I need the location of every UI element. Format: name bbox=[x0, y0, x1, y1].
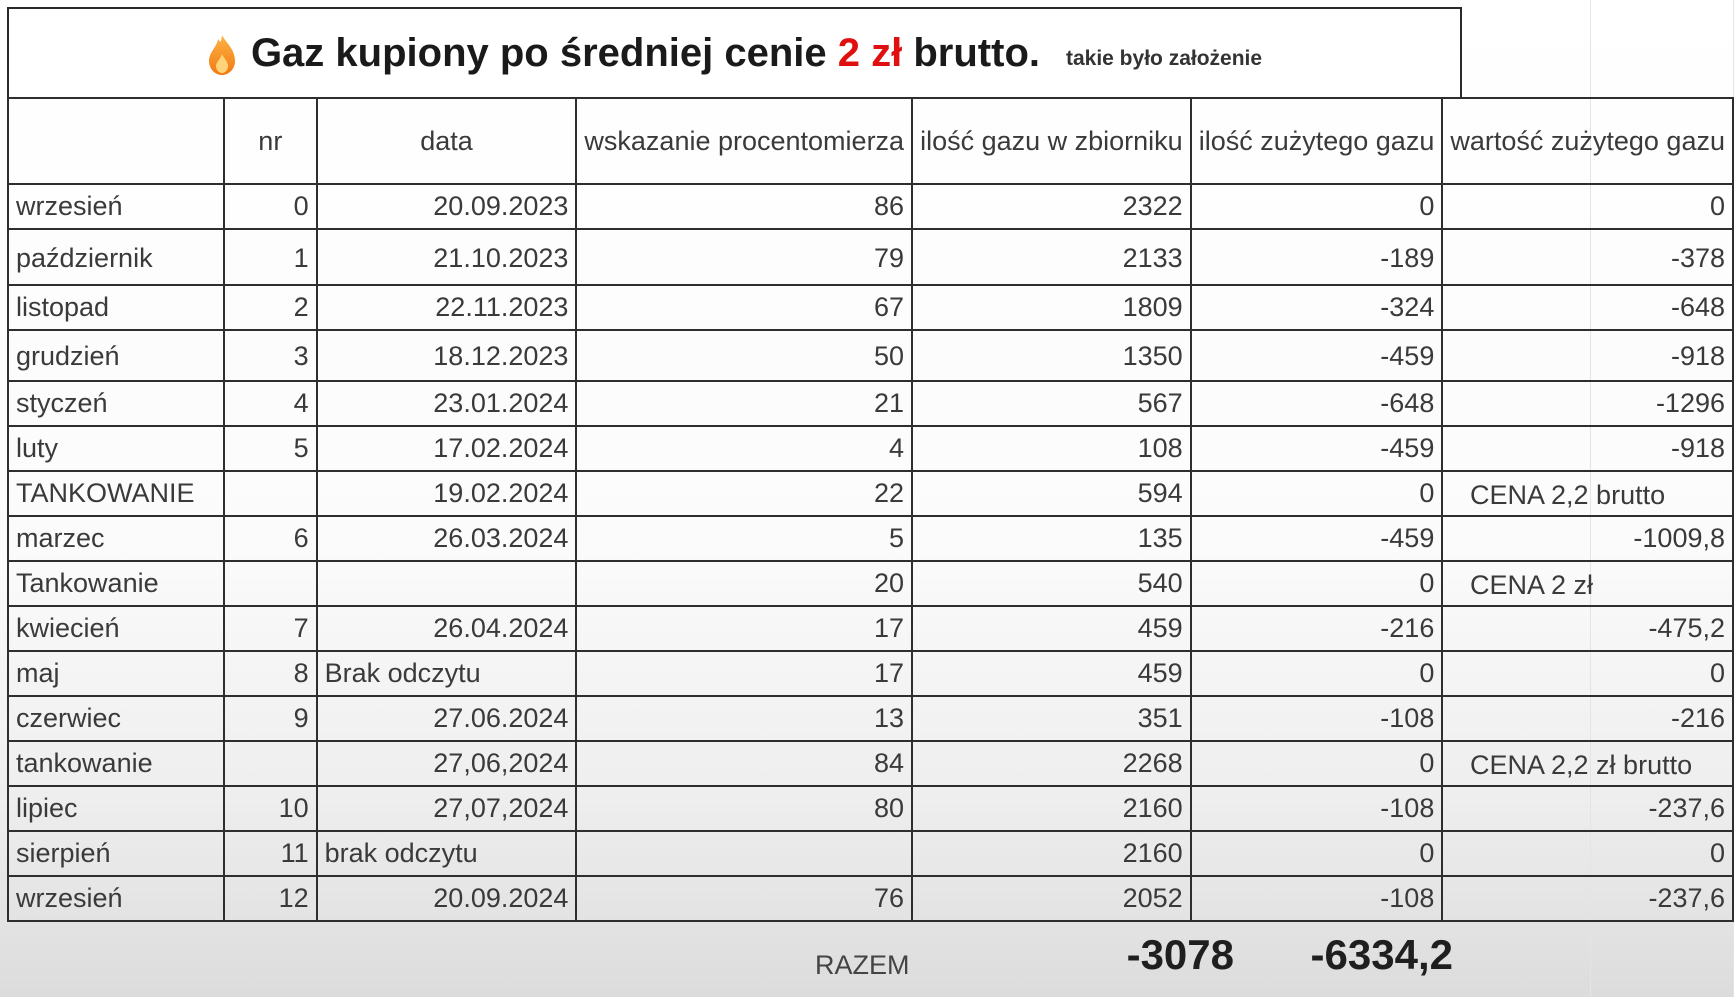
cell-date[interactable]: 18.12.2023 bbox=[317, 330, 577, 381]
cell-gas-in-tank[interactable]: 540 bbox=[912, 561, 1191, 606]
cell-month[interactable]: maj bbox=[8, 651, 224, 696]
cell-gas-in-tank[interactable]: 108 bbox=[912, 426, 1191, 471]
header-ilosc-gazu[interactable]: ilość gazu w zbiorniku bbox=[912, 98, 1191, 184]
note-price-refuel-2[interactable]: CENA 2 zł bbox=[1470, 570, 1594, 600]
cell-gas-used-value[interactable]: -475,2 bbox=[1442, 606, 1733, 651]
cell-date[interactable]: 20.09.2023 bbox=[317, 184, 577, 229]
cell-nr[interactable]: 6 bbox=[224, 516, 317, 561]
cell-gas-used[interactable]: 0 bbox=[1191, 651, 1443, 696]
cell-gas-in-tank[interactable]: 567 bbox=[912, 381, 1191, 426]
header-row bbox=[8, 98, 1733, 184]
cell-month[interactable]: lipiec bbox=[8, 786, 224, 831]
cell-date[interactable]: Brak odczytu bbox=[317, 651, 577, 696]
header-cell-empty[interactable] bbox=[8, 98, 224, 184]
cell-gas-in-tank[interactable]: 2160 bbox=[912, 786, 1191, 831]
total-used-gas-value[interactable]: -6334,2 bbox=[1310, 931, 1453, 978]
cell-month[interactable]: wrzesień bbox=[8, 876, 224, 921]
cell-gas-used[interactable]: -459 bbox=[1191, 516, 1443, 561]
cell-month[interactable]: styczeń bbox=[8, 381, 224, 426]
cell-gas-used[interactable]: -648 bbox=[1191, 381, 1443, 426]
cell-nr[interactable]: 0 bbox=[224, 184, 317, 229]
cell-gas-used[interactable]: 0 bbox=[1191, 561, 1443, 606]
total-used-gas[interactable]: -3078 bbox=[1126, 931, 1234, 978]
cell-month[interactable]: czerwiec bbox=[8, 696, 224, 741]
cell-gauge-percent[interactable]: 5 bbox=[576, 516, 912, 561]
cell-gas-in-tank[interactable]: 594 bbox=[912, 471, 1191, 516]
cell-gas-used[interactable]: 0 bbox=[1191, 184, 1443, 229]
title-note: takie było założenie bbox=[1065, 47, 1263, 70]
cell-gas-used[interactable]: -459 bbox=[1191, 426, 1443, 471]
cell-gas-used-value[interactable]: -378 bbox=[1442, 229, 1733, 285]
cell-gas-in-tank[interactable]: 351 bbox=[912, 696, 1191, 741]
title-text bbox=[251, 31, 1040, 76]
cell-gauge-percent[interactable]: 20 bbox=[576, 561, 912, 606]
cell-gas-in-tank[interactable]: 1809 bbox=[912, 285, 1191, 330]
title-suffix: brutto. bbox=[902, 30, 1040, 75]
cell-date[interactable]: 27,06,2024 bbox=[317, 741, 577, 786]
cell-gas-used-value[interactable]: 0 bbox=[1442, 651, 1733, 696]
cell-nr[interactable] bbox=[224, 741, 317, 786]
cell-gas-used-value[interactable]: -1296 bbox=[1442, 381, 1733, 426]
table-row bbox=[8, 786, 1733, 831]
cell-month[interactable]: listopad bbox=[8, 285, 224, 330]
cell-gas-in-tank[interactable]: 2268 bbox=[912, 741, 1191, 786]
cell-gas-used-value[interactable]: -216 bbox=[1442, 696, 1733, 741]
cell-gas-used-value[interactable]: 0 bbox=[1442, 831, 1733, 876]
cell-gauge-percent[interactable]: 21 bbox=[576, 381, 912, 426]
cell-gas-in-tank[interactable]: 459 bbox=[912, 651, 1191, 696]
cell-month[interactable]: październik bbox=[8, 229, 224, 285]
cell-gauge-percent[interactable]: 80 bbox=[576, 786, 912, 831]
table-row bbox=[8, 330, 1733, 381]
cell-gas-used[interactable]: -324 bbox=[1191, 285, 1443, 330]
cell-gas-in-tank[interactable]: 2160 bbox=[912, 831, 1191, 876]
cell-month[interactable]: grudzień bbox=[8, 330, 224, 381]
cell-gauge-percent[interactable]: 4 bbox=[576, 426, 912, 471]
table-row bbox=[8, 426, 1733, 471]
cell-month[interactable]: TANKOWANIE bbox=[8, 471, 224, 516]
cell-nr[interactable]: 1 bbox=[224, 229, 317, 285]
table-row bbox=[8, 184, 1733, 229]
cell-gauge-percent[interactable]: 17 bbox=[576, 651, 912, 696]
cell-gauge-percent[interactable]: 84 bbox=[576, 741, 912, 786]
cell-nr[interactable]: 8 bbox=[224, 651, 317, 696]
cell-gauge-percent[interactable] bbox=[576, 831, 912, 876]
cell-gas-in-tank[interactable]: 2133 bbox=[912, 229, 1191, 285]
header-wskazanie[interactable]: wskazanie procentomierza bbox=[576, 98, 912, 184]
totals-row bbox=[0, 925, 1734, 997]
cell-gas-used-value[interactable]: -918 bbox=[1442, 426, 1733, 471]
cell-gauge-percent[interactable]: 50 bbox=[576, 330, 912, 381]
cell-gas-used-value[interactable]: -918 bbox=[1442, 330, 1733, 381]
cell-gas-in-tank[interactable]: 459 bbox=[912, 606, 1191, 651]
note-price-refuel-3[interactable]: CENA 2,2 zł brutto bbox=[1470, 750, 1693, 780]
cell-gas-used-value[interactable]: -1009,8 bbox=[1442, 516, 1733, 561]
table-row bbox=[8, 696, 1733, 741]
table-row bbox=[8, 229, 1733, 285]
cell-nr[interactable]: 5 bbox=[224, 426, 317, 471]
cell-gas-in-tank[interactable]: 135 bbox=[912, 516, 1191, 561]
cell-gas-used[interactable]: -108 bbox=[1191, 786, 1443, 831]
cell-date[interactable]: 27,07,2024 bbox=[317, 786, 577, 831]
cell-gauge-percent[interactable]: 67 bbox=[576, 285, 912, 330]
table-row bbox=[8, 876, 1733, 921]
note-price-refuel-1[interactable]: CENA 2,2 brutto bbox=[1470, 480, 1666, 510]
cell-nr[interactable]: 4 bbox=[224, 381, 317, 426]
cell-gas-used[interactable]: -108 bbox=[1191, 876, 1443, 921]
cell-nr[interactable] bbox=[224, 471, 317, 516]
cell-gas-used[interactable]: 0 bbox=[1191, 471, 1443, 516]
cell-nr[interactable] bbox=[224, 561, 317, 606]
cell-gas-used[interactable]: -216 bbox=[1191, 606, 1443, 651]
header-nr[interactable]: nr bbox=[224, 98, 317, 184]
cell-gauge-percent[interactable]: 86 bbox=[576, 184, 912, 229]
cell-date[interactable]: 21.10.2023 bbox=[317, 229, 577, 285]
header-wartosc[interactable]: wartość zużytego gazu bbox=[1442, 98, 1733, 184]
table-row bbox=[8, 831, 1733, 876]
flame-icon bbox=[207, 34, 237, 76]
cell-nr[interactable]: 3 bbox=[224, 330, 317, 381]
cell-gas-in-tank[interactable]: 2322 bbox=[912, 184, 1191, 229]
cell-date[interactable]: 23.01.2024 bbox=[317, 381, 577, 426]
cell-nr[interactable]: 2 bbox=[224, 285, 317, 330]
title-prefix: Gaz kupiony po średniej cenie bbox=[250, 30, 838, 75]
cell-month[interactable]: Tankowanie bbox=[8, 561, 224, 606]
cell-date[interactable]: 17.02.2024 bbox=[317, 426, 577, 471]
table-row bbox=[8, 285, 1733, 330]
cell-month[interactable]: tankowanie bbox=[8, 741, 224, 786]
cell-date[interactable]: 26.04.2024 bbox=[317, 606, 577, 651]
cell-month[interactable]: kwiecień bbox=[8, 606, 224, 651]
table-row bbox=[8, 516, 1733, 561]
table-row bbox=[8, 606, 1733, 651]
cell-date[interactable]: 20.09.2024 bbox=[317, 876, 577, 921]
cell-month[interactable]: marzec bbox=[8, 516, 224, 561]
header-ilosc-zuzytego[interactable]: ilość zużytego gazu bbox=[1191, 98, 1443, 184]
cell-gas-used-value[interactable]: -648 bbox=[1442, 285, 1733, 330]
cell-nr[interactable]: 11 bbox=[224, 831, 317, 876]
table-row bbox=[8, 651, 1733, 696]
cell-gas-used-value[interactable]: 0 bbox=[1442, 184, 1733, 229]
cell-gauge-percent[interactable]: 13 bbox=[576, 696, 912, 741]
title-cell[interactable] bbox=[7, 7, 1462, 97]
cell-gauge-percent[interactable]: 76 bbox=[576, 876, 912, 921]
cell-month[interactable]: wrzesień bbox=[8, 184, 224, 229]
cell-nr[interactable]: 12 bbox=[224, 876, 317, 921]
cell-gas-in-tank[interactable]: 1350 bbox=[912, 330, 1191, 381]
header-data[interactable]: data bbox=[317, 98, 577, 184]
cell-gas-used[interactable]: -459 bbox=[1191, 330, 1443, 381]
cell-gas-used[interactable]: 0 bbox=[1191, 831, 1443, 876]
cell-date[interactable]: 22.11.2023 bbox=[317, 285, 577, 330]
cell-gas-used[interactable]: 0 bbox=[1191, 741, 1443, 786]
cell-nr[interactable]: 10 bbox=[224, 786, 317, 831]
totals-label[interactable]: RAZEM bbox=[815, 950, 910, 980]
cell-month[interactable]: luty bbox=[8, 426, 224, 471]
cell-date[interactable]: brak odczytu bbox=[317, 831, 577, 876]
cell-gauge-percent[interactable]: 22 bbox=[576, 471, 912, 516]
cell-gas-used-value[interactable]: -237,6 bbox=[1442, 786, 1733, 831]
cell-gas-in-tank[interactable]: 2052 bbox=[912, 876, 1191, 921]
cell-gas-used-value[interactable]: -237,6 bbox=[1442, 876, 1733, 921]
cell-date[interactable]: 19.02.2024 bbox=[317, 471, 577, 516]
cell-nr[interactable]: 9 bbox=[224, 696, 317, 741]
cell-date[interactable]: 26.03.2024 bbox=[317, 516, 577, 561]
cell-gauge-percent[interactable]: 79 bbox=[576, 229, 912, 285]
cell-gas-used[interactable]: -189 bbox=[1191, 229, 1443, 285]
cell-gas-used[interactable]: -108 bbox=[1191, 696, 1443, 741]
cell-date[interactable] bbox=[317, 561, 577, 606]
cell-month[interactable]: sierpień bbox=[8, 831, 224, 876]
cell-gauge-percent[interactable]: 17 bbox=[576, 606, 912, 651]
table-row bbox=[8, 381, 1733, 426]
cell-date[interactable]: 27.06.2024 bbox=[317, 696, 577, 741]
cell-nr[interactable]: 7 bbox=[224, 606, 317, 651]
title-price-highlight: 2 zł bbox=[837, 30, 903, 75]
